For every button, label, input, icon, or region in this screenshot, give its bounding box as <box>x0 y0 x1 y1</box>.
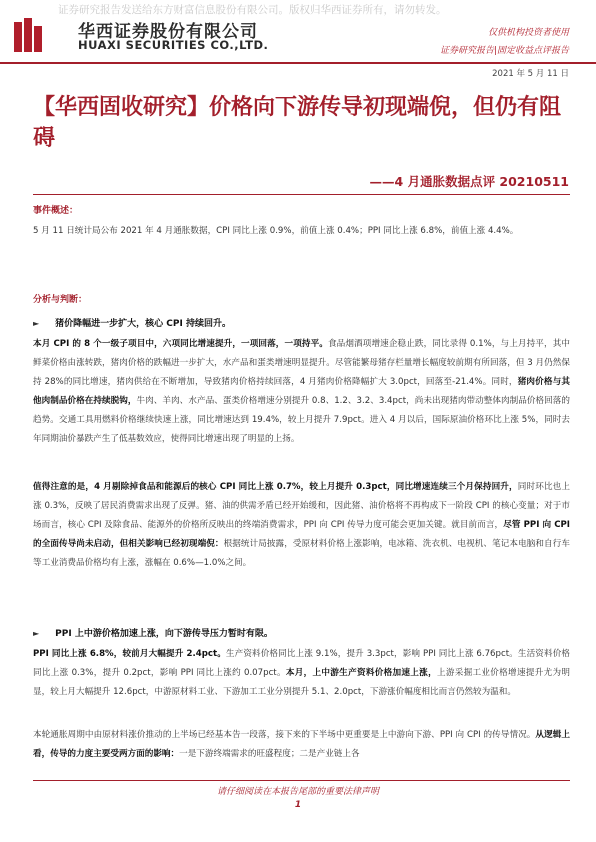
emphasis-text: 从逻辑上看，传导的力度主要受两方面的影响： <box>33 730 570 759</box>
emphasis-text: 尽管 PPI 向 CPI 的全面传导尚未启动，但相关影响已经初现端倪： <box>33 520 570 549</box>
company-name-en: HUAXI SECURITIES CO.,LTD. <box>78 38 269 52</box>
emphasis-text: 猪肉价格与其他肉制品价格在持续脱钩， <box>33 377 570 406</box>
analysis-paragraph-2 <box>33 478 570 573</box>
emphasis-text: PPI 同比上涨 6.8%，较前月大幅提升 2.4pct。 <box>33 649 226 659</box>
report-subtitle: ——4 月通胀数据点评 20210511 <box>369 174 569 189</box>
report-date: 2021 年 5 月 11 日 <box>492 69 569 79</box>
legal-disclaimer-link: 请仔细阅读在本报告尾部的重要法律声明 <box>216 787 379 797</box>
bullet-2-text: PPI 上中游价格加速上涨，向下游传导压力暂时有限。 <box>55 629 273 639</box>
bullet-triangle-icon: ► <box>33 629 40 638</box>
title-divider <box>33 194 570 195</box>
event-paragraph: 5 月 11 日统计局公布 2021 年 4 月通胀数据，CPI 同比上涨 0.9%，前值上涨 0.4%；PPI 同比上涨 6.8%，前值上涨 4.4%。 <box>33 226 519 236</box>
company-name-cn: 华西证券股份有限公司 <box>78 22 258 42</box>
body-text: 生产资料价格同比上涨 9.1%，提升 3.3pct，影响 PPI 同比上涨 6.76pct。生活资料价格同比上涨 0.3%，提升 0.2pct，影响 PPI 同比上涨约 0.07pct。 <box>33 649 570 678</box>
header-divider <box>0 62 596 64</box>
body-text: 上游采掘工业价格增速提升尤为明显，较上月大幅提升 12.6pct，中游原材料工业、下游加工工业分别提升 5.1、2.0pct，下游涨价幅度相比而言仍然较为温和。 <box>33 668 570 697</box>
bullet-triangle-icon: ► <box>33 319 40 328</box>
body-text: 同时环比也上涨 0.3%，反映了居民消费需求出现了反弹。猪、油的供需矛盾已经开始缓和，因此猪、油价格将不再构成下一阶段 CPI 的核心变量；对于市场而言，核心 CPI 及除食品、能源外的价格所反映出的终端消费需求，PPI 向 CPI 传导力度可能会更加关键。就目前而言， <box>33 482 570 530</box>
body-text: 食品烟酒项增速企稳止跌，同比录得 0.1%，与上月持平，其中鲜菜价格由涨转跌，猪肉价格的跌幅进一步扩大，水产品和蛋类增速明显提升。尽管能繁母猪存栏量增长幅度较前期有所回落，但 3 月仍然保持 28%的同比增速，猪肉供给在不断增加，导致猪肉价格持续回落，4 月猪肉价格降幅扩大 3.0pct，回落至-21.4%。同时， <box>33 339 570 387</box>
emphasis-text: 值得注意的是，4 月剔除掉食品和能源后的核心 CPI 同比上涨 0.7%，较上月提升 0.3pct，同比增速连续三个月保持回升， <box>33 482 518 492</box>
report-title: 【华西固收研究】价格向下游传导初现端倪，但仍有阻碍 <box>33 94 562 151</box>
analysis-paragraph-1 <box>33 335 570 449</box>
emphasis-text: 本月，上中游生产资料价格加速上涨， <box>285 668 437 678</box>
watermark-text: 证券研究报告发送给东方财富信息股份有限公司。版权归华西证券所有，请勿转发。 <box>58 4 447 16</box>
analysis-paragraph-3 <box>33 645 570 702</box>
bullet-point-2 <box>33 626 273 639</box>
footer-divider <box>33 780 570 781</box>
body-text: 一是下游终端需求的旺盛程度；二是产业链上各 <box>179 749 360 759</box>
audience-label: 仅供机构投资者使用 <box>487 28 569 38</box>
report-type-label: 证券研究报告|固定收益点评报告 <box>439 46 569 56</box>
huaxi-logo-icon <box>14 18 42 52</box>
bullet-point-1 <box>33 316 231 329</box>
emphasis-text: 本月 CPI 的 8 个一级子项目中，六项同比增速提升，一项回落，一项持平。 <box>33 339 328 349</box>
event-heading: 事件概述： <box>33 206 79 216</box>
bullet-1-text: 猪价降幅进一步扩大，核心 CPI 持续回升。 <box>55 319 231 329</box>
body-text: 本轮通胀周期中由原材料涨价推动的上半场已经基本告一段落，接下来的下半场中更重要是上中游向下游、PPI 向 CPI 的传导情况。 <box>33 730 536 740</box>
analysis-heading: 分析与判断： <box>33 295 88 305</box>
page-number: 1 <box>294 800 302 810</box>
analysis-paragraph-4 <box>33 726 570 764</box>
body-text: 根据统计局披露，受原材料价格上涨影响，电冰箱、洗衣机、电视机、笔记本电脑和自行车等工业消费品价格均有上涨，涨幅在 0.6%—1.0%之间。 <box>33 539 570 568</box>
body-text: 牛肉、羊肉、水产品、蛋类价格增速分别提升 0.8、1.2、3.2、3.4pct，尚未出现猪肉带动整体肉制品价格回落的趋势。交通工具用燃料价格继续快速上涨，同比增速达到 19.4%，较上月提升 7.9pct。进入 4 月以后，国际原油价格环比上涨 5%，同时去年同期油价暴跌产生了低基数效应，使得同比增速出现了明显的上扬。 <box>33 396 570 444</box>
